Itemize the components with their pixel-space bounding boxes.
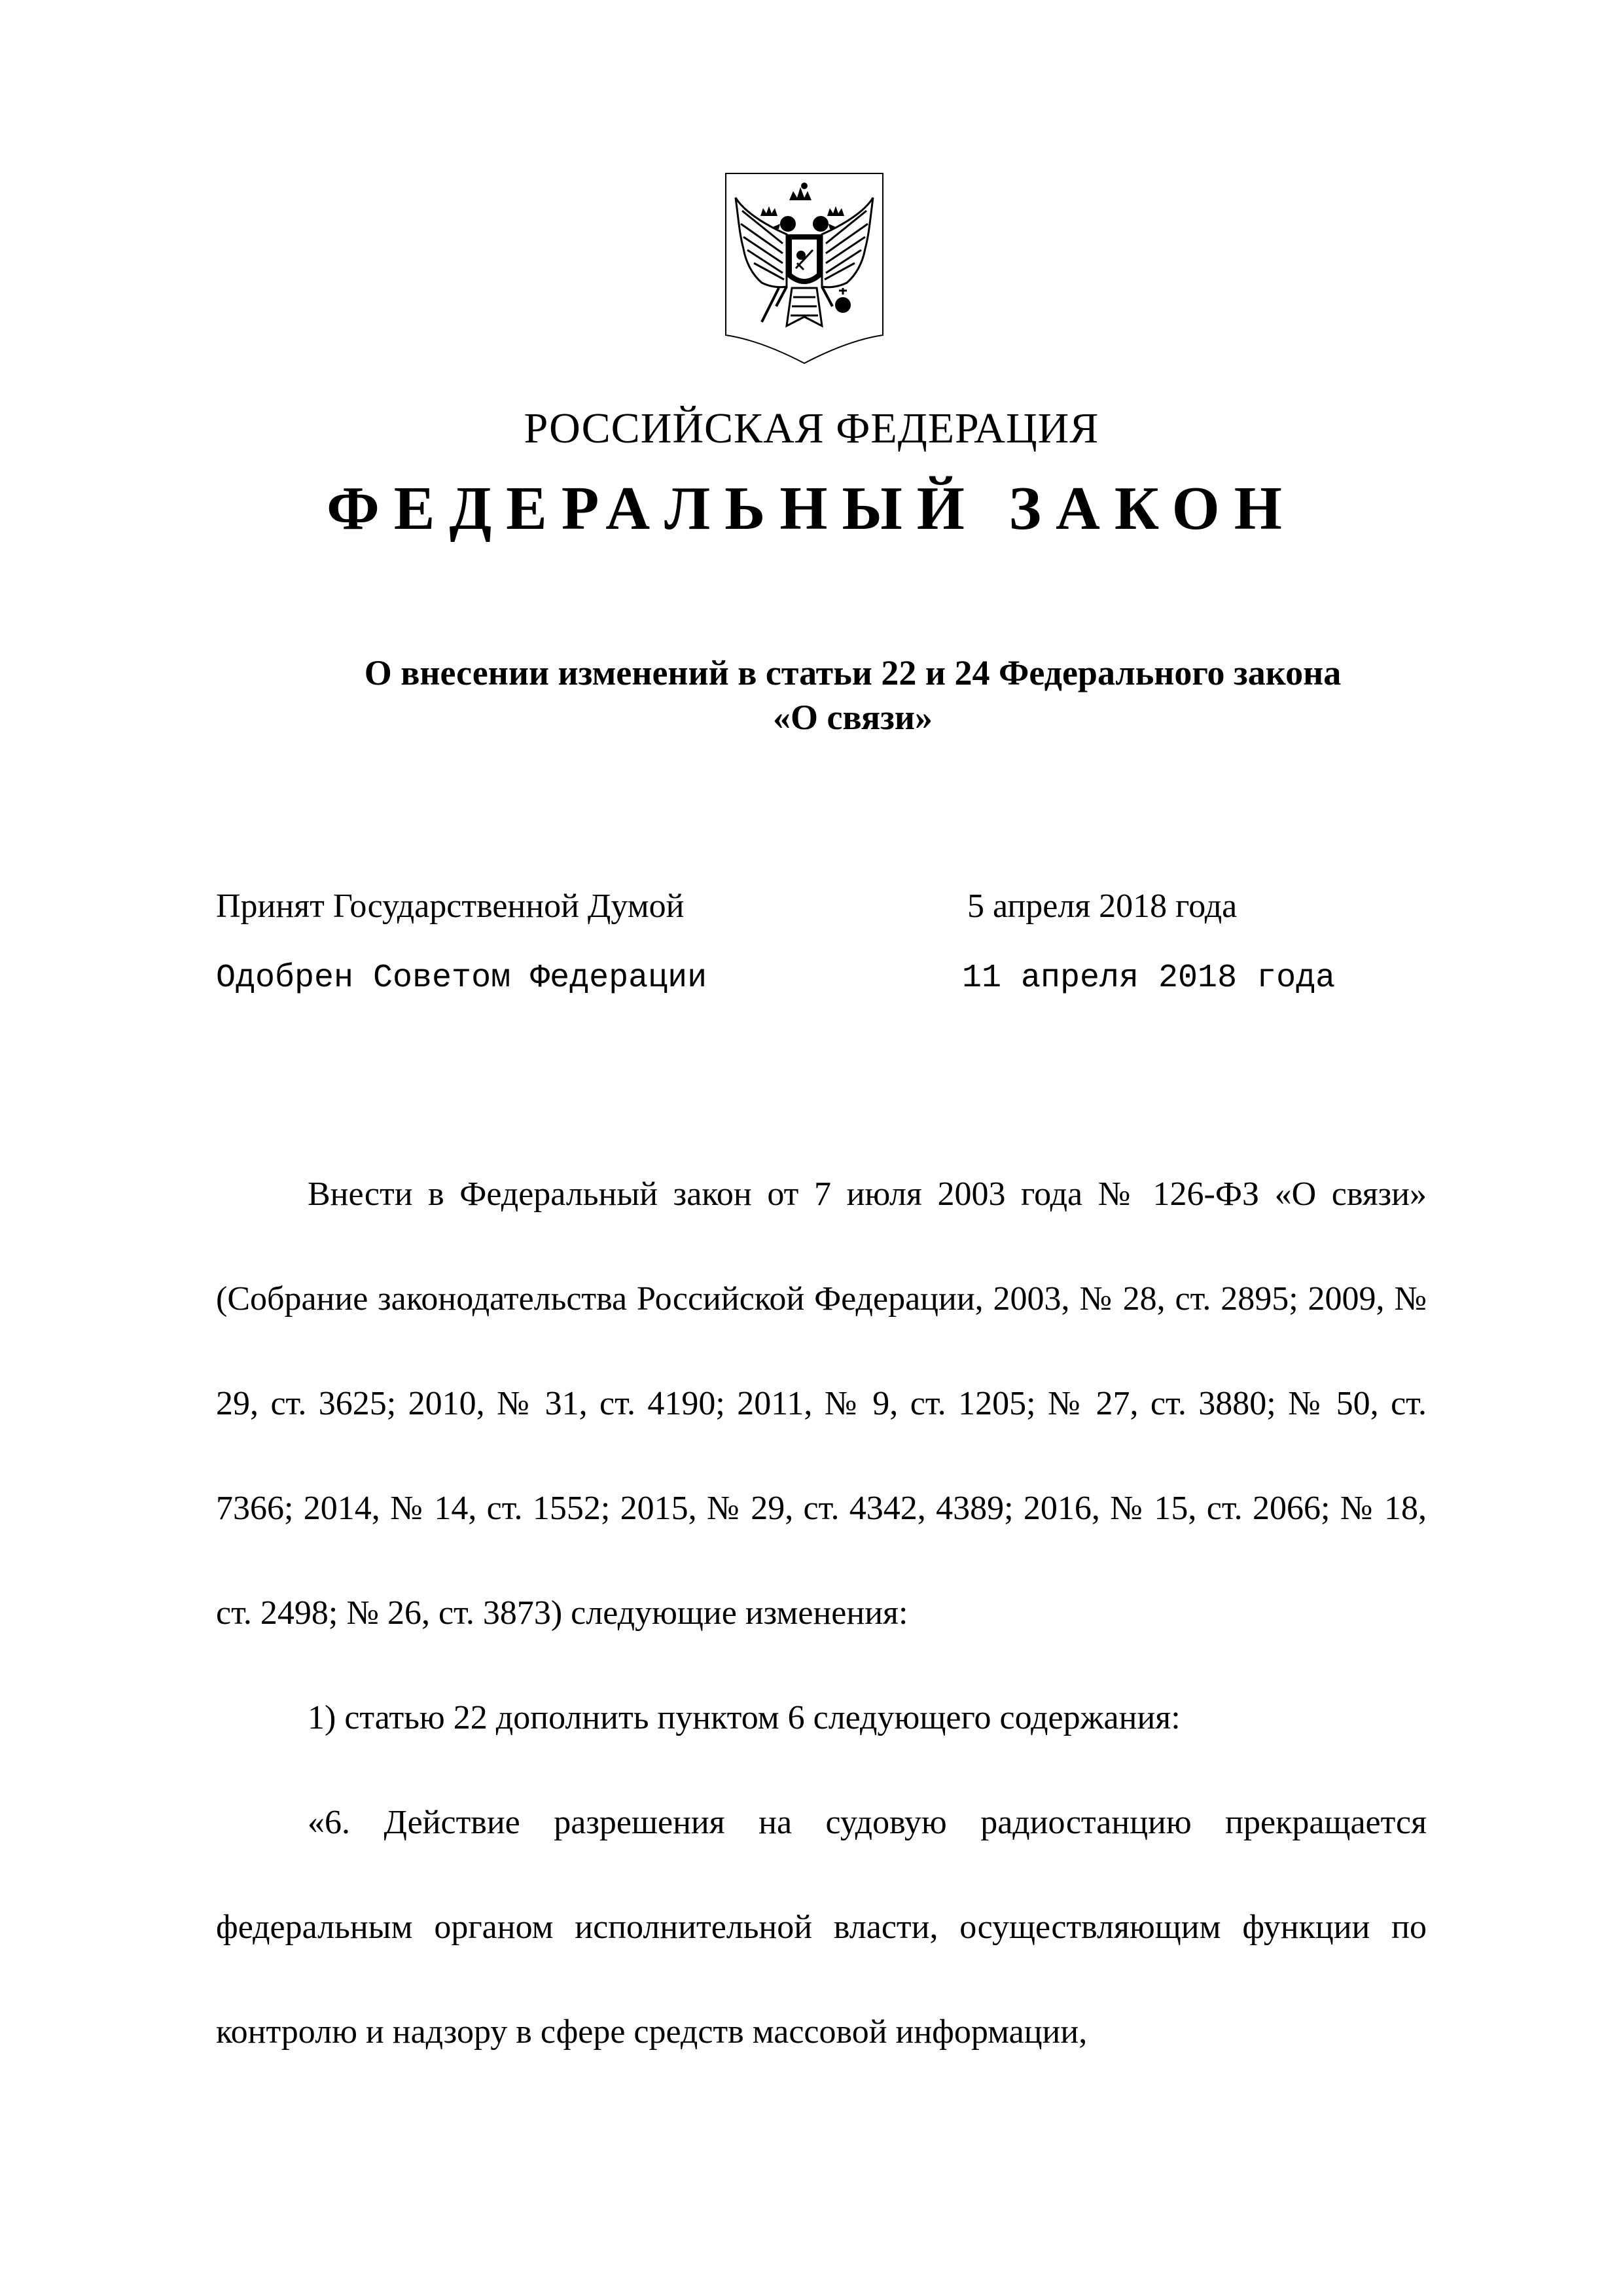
council-approval-label: Одобрен Советом Федерации xyxy=(216,960,707,997)
council-approval-date: 11 апреля 2018 года xyxy=(962,960,1336,997)
intro-paragraph: Внести в Федеральный закон от 7 июля 2003 года № 126-ФЗ «О связи» (Собрание законодательства Российской Федерации, 2003, № 28, ст. 2895; 2009, № 29, ст. 3625; 2010, № 31, ст. 4190; 2011, № 9, ст. 1205; № 27, ст. 3880; № 50, ст. 7366; 2014, № 14, ст. 1552; 2015, № 29, ст. 4342, 4389; 2016, № 15, ст. 2066; № 18, ст. 2498; № 26, ст. 3873) следующие изменения: xyxy=(216,1175,1427,1632)
law-body xyxy=(216,1142,1427,2085)
duma-adoption-label: Принят Государственной Думой xyxy=(216,888,685,925)
document-type: ФЕДЕРАЛЬНЫЙ ЗАКОН xyxy=(327,475,1296,543)
quote-paragraph: «6. Действие разрешения на судовую радиостанцию прекращается федеральным органом исполнительной власти, осуществляющим функции по контролю и надзору в сфере средств массовой информации, xyxy=(216,1804,1427,2051)
adoption-council-row xyxy=(216,952,1414,1005)
item-1-paragraph: 1) статью 22 дополнить пунктом 6 следующего содержания: xyxy=(308,1699,1181,1736)
coat-of-arms-icon xyxy=(724,171,885,365)
law-title-line-1: О внесении изменений в статьи 22 и 24 Федерального закона xyxy=(364,653,1342,692)
duma-adoption-date: 5 апреля 2018 года xyxy=(967,888,1238,925)
law-title-line-2: «О связи» xyxy=(773,698,933,737)
law-title xyxy=(275,651,1431,740)
adoption-duma-row xyxy=(216,880,1414,933)
country-name: РОССИЙСКАЯ ФЕДЕРАЦИЯ xyxy=(524,404,1099,452)
